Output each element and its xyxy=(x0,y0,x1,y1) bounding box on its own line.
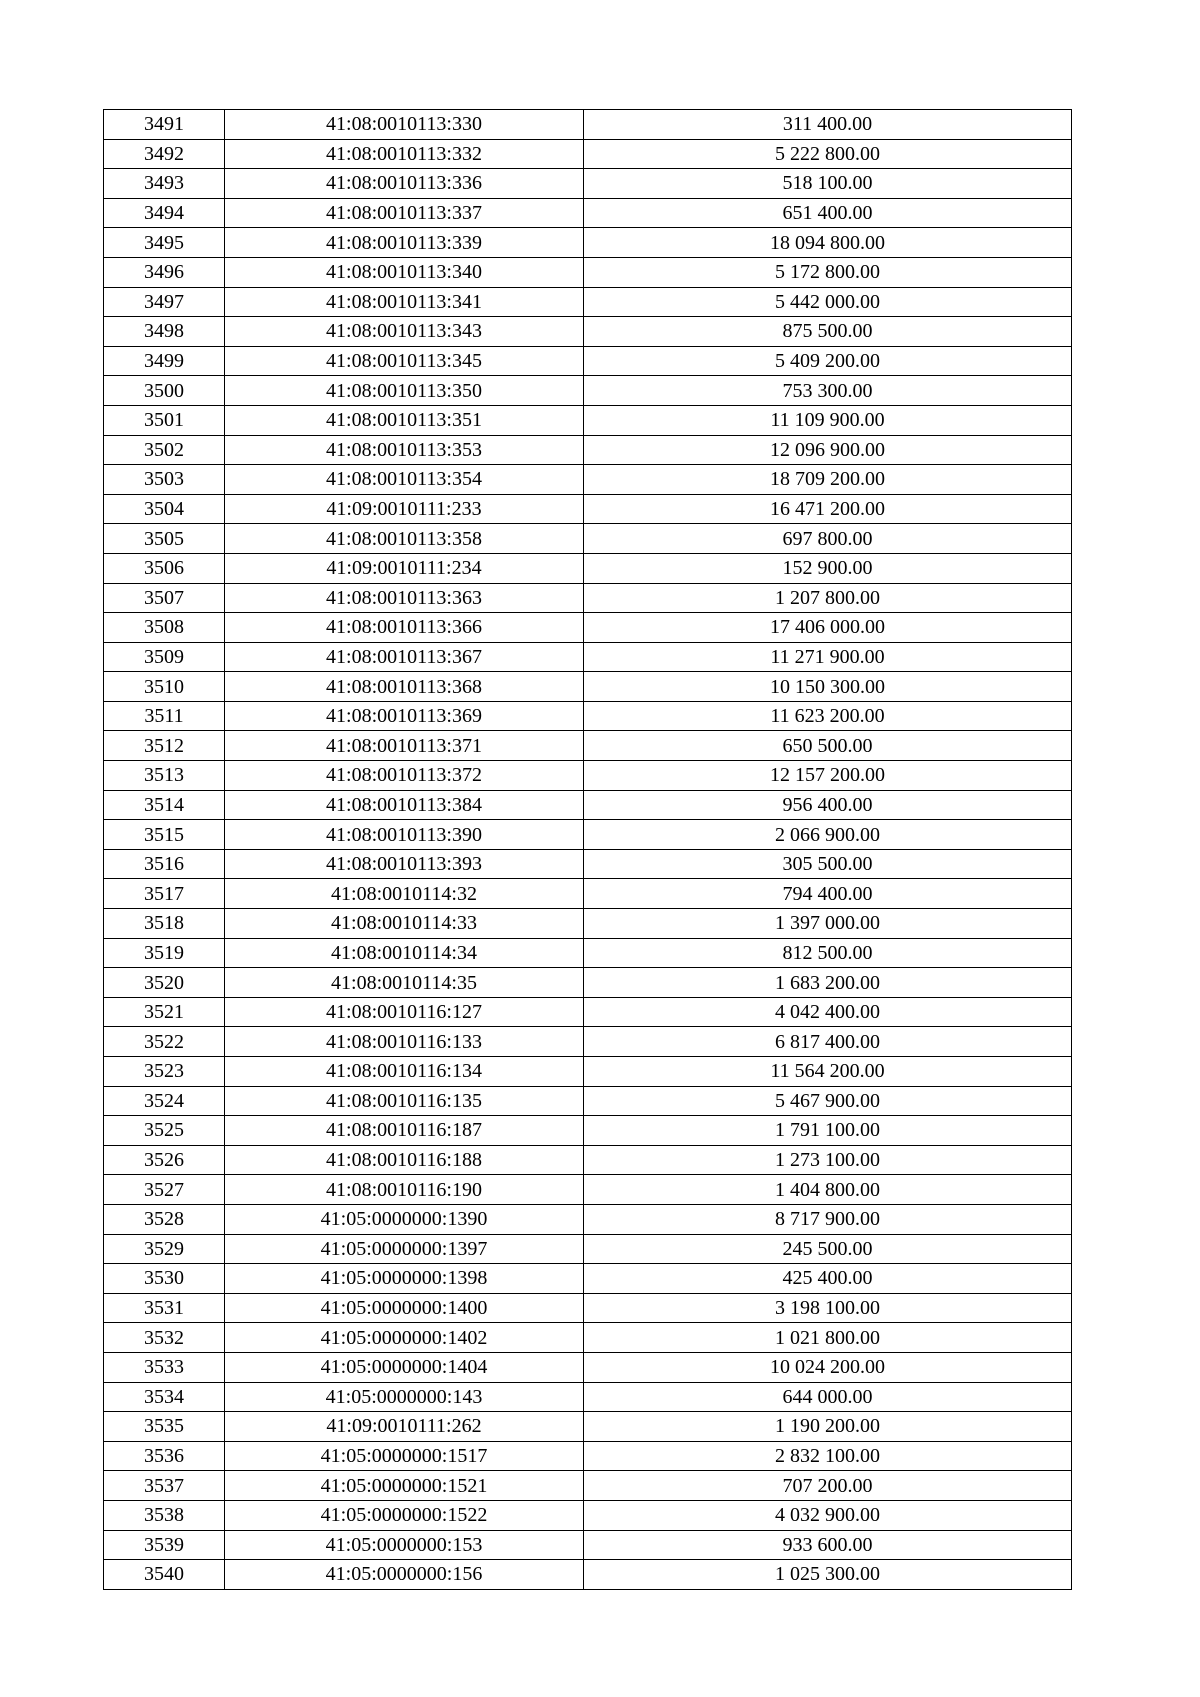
row-number-cell: 3505 xyxy=(104,524,225,554)
cadastral-number-cell: 41:05:0000000:1400 xyxy=(225,1293,584,1323)
table-row xyxy=(104,1057,1072,1087)
table-row xyxy=(104,169,1072,199)
cadastral-number-cell: 41:05:0000000:1402 xyxy=(225,1323,584,1353)
cadastral-number-cell: 41:08:0010116:127 xyxy=(225,997,584,1027)
table-body xyxy=(104,110,1072,1590)
cadastral-number-cell: 41:08:0010113:351 xyxy=(225,405,584,435)
cadastral-number-cell: 41:08:0010116:135 xyxy=(225,1086,584,1116)
cadastral-value-cell: 1 207 800.00 xyxy=(584,583,1072,613)
table-row xyxy=(104,198,1072,228)
cadastral-value-cell: 245 500.00 xyxy=(584,1234,1072,1264)
cadastral-value-cell: 10 024 200.00 xyxy=(584,1352,1072,1382)
row-number-cell: 3502 xyxy=(104,435,225,465)
row-number-cell: 3535 xyxy=(104,1412,225,1442)
cadastral-value-cell: 1 397 000.00 xyxy=(584,909,1072,939)
row-number-cell: 3492 xyxy=(104,139,225,169)
table-row xyxy=(104,1264,1072,1294)
cadastral-number-cell: 41:08:0010116:190 xyxy=(225,1175,584,1205)
cadastral-number-cell: 41:08:0010113:343 xyxy=(225,317,584,347)
cadastral-number-cell: 41:05:0000000:1517 xyxy=(225,1441,584,1471)
row-number-cell: 3516 xyxy=(104,849,225,879)
cadastral-number-cell: 41:05:0000000:1390 xyxy=(225,1204,584,1234)
cadastral-number-cell: 41:08:0010113:330 xyxy=(225,110,584,140)
cadastral-number-cell: 41:08:0010113:368 xyxy=(225,672,584,702)
table-row xyxy=(104,287,1072,317)
cadastral-value-cell: 1 273 100.00 xyxy=(584,1145,1072,1175)
cadastral-number-cell: 41:08:0010113:393 xyxy=(225,849,584,879)
table-row xyxy=(104,553,1072,583)
row-number-cell: 3503 xyxy=(104,465,225,495)
cadastral-number-cell: 41:08:0010113:372 xyxy=(225,761,584,791)
cadastral-number-cell: 41:08:0010113:367 xyxy=(225,642,584,672)
cadastral-value-cell: 4 032 900.00 xyxy=(584,1500,1072,1530)
row-number-cell: 3531 xyxy=(104,1293,225,1323)
row-number-cell: 3513 xyxy=(104,761,225,791)
cadastral-number-cell: 41:08:0010113:350 xyxy=(225,376,584,406)
cadastral-number-cell: 41:08:0010113:337 xyxy=(225,198,584,228)
cadastral-value-cell: 305 500.00 xyxy=(584,849,1072,879)
cadastral-number-cell: 41:05:0000000:153 xyxy=(225,1530,584,1560)
cadastral-number-cell: 41:08:0010113:384 xyxy=(225,790,584,820)
row-number-cell: 3515 xyxy=(104,820,225,850)
table-row xyxy=(104,909,1072,939)
row-number-cell: 3511 xyxy=(104,701,225,731)
table-row xyxy=(104,731,1072,761)
cadastral-value-cell: 10 150 300.00 xyxy=(584,672,1072,702)
cadastral-number-cell: 41:08:0010113:341 xyxy=(225,287,584,317)
row-number-cell: 3534 xyxy=(104,1382,225,1412)
cadastral-number-cell: 41:08:0010113:369 xyxy=(225,701,584,731)
cadastral-number-cell: 41:08:0010113:354 xyxy=(225,465,584,495)
cadastral-number-cell: 41:05:0000000:1521 xyxy=(225,1471,584,1501)
row-number-cell: 3520 xyxy=(104,968,225,998)
table-row xyxy=(104,1027,1072,1057)
cadastral-value-cell: 2 832 100.00 xyxy=(584,1441,1072,1471)
row-number-cell: 3528 xyxy=(104,1204,225,1234)
cadastral-number-cell: 41:08:0010116:188 xyxy=(225,1145,584,1175)
cadastral-value-cell: 8 717 900.00 xyxy=(584,1204,1072,1234)
cadastral-value-cell: 5 222 800.00 xyxy=(584,139,1072,169)
table-row xyxy=(104,1234,1072,1264)
table-row xyxy=(104,1471,1072,1501)
row-number-cell: 3538 xyxy=(104,1500,225,1530)
cadastral-number-cell: 41:09:0010111:234 xyxy=(225,553,584,583)
row-number-cell: 3514 xyxy=(104,790,225,820)
table-row xyxy=(104,346,1072,376)
table-row xyxy=(104,583,1072,613)
row-number-cell: 3507 xyxy=(104,583,225,613)
table-row xyxy=(104,1441,1072,1471)
row-number-cell: 3527 xyxy=(104,1175,225,1205)
cadastral-value-cell: 956 400.00 xyxy=(584,790,1072,820)
cadastral-number-cell: 41:08:0010113:366 xyxy=(225,613,584,643)
cadastral-value-cell: 11 109 900.00 xyxy=(584,405,1072,435)
table-row xyxy=(104,524,1072,554)
cadastral-value-cell: 651 400.00 xyxy=(584,198,1072,228)
cadastral-value-cell: 1 025 300.00 xyxy=(584,1560,1072,1590)
cadastral-value-cell: 518 100.00 xyxy=(584,169,1072,199)
cadastral-number-cell: 41:08:0010113:340 xyxy=(225,257,584,287)
table-row xyxy=(104,1204,1072,1234)
cadastral-value-cell: 4 042 400.00 xyxy=(584,997,1072,1027)
cadastral-value-cell: 1 021 800.00 xyxy=(584,1323,1072,1353)
cadastral-value-cell: 6 817 400.00 xyxy=(584,1027,1072,1057)
table-row xyxy=(104,701,1072,731)
cadastral-value-cell: 707 200.00 xyxy=(584,1471,1072,1501)
row-number-cell: 3517 xyxy=(104,879,225,909)
table-row xyxy=(104,613,1072,643)
cadastral-value-cell: 18 709 200.00 xyxy=(584,465,1072,495)
table-row xyxy=(104,997,1072,1027)
row-number-cell: 3512 xyxy=(104,731,225,761)
row-number-cell: 3540 xyxy=(104,1560,225,1590)
cadastral-value-cell: 650 500.00 xyxy=(584,731,1072,761)
row-number-cell: 3494 xyxy=(104,198,225,228)
table-row xyxy=(104,1293,1072,1323)
table-row xyxy=(104,405,1072,435)
row-number-cell: 3536 xyxy=(104,1441,225,1471)
row-number-cell: 3523 xyxy=(104,1057,225,1087)
cadastral-number-cell: 41:08:0010113:336 xyxy=(225,169,584,199)
cadastral-number-cell: 41:08:0010114:33 xyxy=(225,909,584,939)
table-row xyxy=(104,1412,1072,1442)
row-number-cell: 3497 xyxy=(104,287,225,317)
cadastral-value-cell: 16 471 200.00 xyxy=(584,494,1072,524)
cadastral-value-cell: 5 442 000.00 xyxy=(584,287,1072,317)
cadastral-number-cell: 41:08:0010113:371 xyxy=(225,731,584,761)
cadastral-value-cell: 3 198 100.00 xyxy=(584,1293,1072,1323)
row-number-cell: 3493 xyxy=(104,169,225,199)
table-row xyxy=(104,1530,1072,1560)
row-number-cell: 3519 xyxy=(104,938,225,968)
cadastral-number-cell: 41:08:0010116:134 xyxy=(225,1057,584,1087)
table-row xyxy=(104,1175,1072,1205)
cadastral-number-cell: 41:09:0010111:262 xyxy=(225,1412,584,1442)
cadastral-number-cell: 41:08:0010113:353 xyxy=(225,435,584,465)
row-number-cell: 3498 xyxy=(104,317,225,347)
row-number-cell: 3510 xyxy=(104,672,225,702)
row-number-cell: 3537 xyxy=(104,1471,225,1501)
cadastral-value-cell: 933 600.00 xyxy=(584,1530,1072,1560)
cadastral-number-cell: 41:08:0010113:345 xyxy=(225,346,584,376)
cadastral-value-cell: 12 157 200.00 xyxy=(584,761,1072,791)
table-row xyxy=(104,257,1072,287)
table-row xyxy=(104,228,1072,258)
row-number-cell: 3501 xyxy=(104,405,225,435)
table-row xyxy=(104,938,1072,968)
table-row xyxy=(104,1116,1072,1146)
row-number-cell: 3524 xyxy=(104,1086,225,1116)
table-row xyxy=(104,1352,1072,1382)
cadastral-value-cell: 425 400.00 xyxy=(584,1264,1072,1294)
cadastral-value-cell: 1 683 200.00 xyxy=(584,968,1072,998)
table-row xyxy=(104,672,1072,702)
cadastral-value-cell: 18 094 800.00 xyxy=(584,228,1072,258)
row-number-cell: 3525 xyxy=(104,1116,225,1146)
table-row xyxy=(104,820,1072,850)
table-row xyxy=(104,139,1072,169)
table-row xyxy=(104,110,1072,140)
cadastral-value-cell: 2 066 900.00 xyxy=(584,820,1072,850)
row-number-cell: 3500 xyxy=(104,376,225,406)
cadastral-number-cell: 41:08:0010113:390 xyxy=(225,820,584,850)
row-number-cell: 3504 xyxy=(104,494,225,524)
row-number-cell: 3529 xyxy=(104,1234,225,1264)
cadastral-number-cell: 41:05:0000000:156 xyxy=(225,1560,584,1590)
cadastral-value-cell: 11 271 900.00 xyxy=(584,642,1072,672)
row-number-cell: 3506 xyxy=(104,553,225,583)
cadastral-value-cell: 753 300.00 xyxy=(584,376,1072,406)
row-number-cell: 3491 xyxy=(104,110,225,140)
cadastral-value-cell: 17 406 000.00 xyxy=(584,613,1072,643)
cadastral-number-cell: 41:08:0010114:34 xyxy=(225,938,584,968)
row-number-cell: 3508 xyxy=(104,613,225,643)
row-number-cell: 3495 xyxy=(104,228,225,258)
cadastral-value-cell: 1 190 200.00 xyxy=(584,1412,1072,1442)
cadastral-value-cell: 5 467 900.00 xyxy=(584,1086,1072,1116)
cadastral-value-cell: 697 800.00 xyxy=(584,524,1072,554)
cadastral-value-cell: 5 172 800.00 xyxy=(584,257,1072,287)
row-number-cell: 3499 xyxy=(104,346,225,376)
cadastral-number-cell: 41:09:0010111:233 xyxy=(225,494,584,524)
cadastral-value-cell: 794 400.00 xyxy=(584,879,1072,909)
row-number-cell: 3518 xyxy=(104,909,225,939)
row-number-cell: 3530 xyxy=(104,1264,225,1294)
cadastral-value-table xyxy=(103,109,1072,1590)
cadastral-number-cell: 41:05:0000000:1522 xyxy=(225,1500,584,1530)
row-number-cell: 3532 xyxy=(104,1323,225,1353)
cadastral-number-cell: 41:08:0010113:332 xyxy=(225,139,584,169)
cadastral-value-cell: 152 900.00 xyxy=(584,553,1072,583)
table-row xyxy=(104,376,1072,406)
row-number-cell: 3539 xyxy=(104,1530,225,1560)
row-number-cell: 3533 xyxy=(104,1352,225,1382)
cadastral-value-cell: 11 564 200.00 xyxy=(584,1057,1072,1087)
table-row xyxy=(104,494,1072,524)
table-row xyxy=(104,435,1072,465)
cadastral-number-cell: 41:08:0010116:187 xyxy=(225,1116,584,1146)
cadastral-value-cell: 311 400.00 xyxy=(584,110,1072,140)
cadastral-value-cell: 12 096 900.00 xyxy=(584,435,1072,465)
cadastral-number-cell: 41:05:0000000:1398 xyxy=(225,1264,584,1294)
table-row xyxy=(104,1382,1072,1412)
cadastral-number-cell: 41:08:0010113:363 xyxy=(225,583,584,613)
cadastral-value-cell: 812 500.00 xyxy=(584,938,1072,968)
cadastral-number-cell: 41:08:0010113:339 xyxy=(225,228,584,258)
cadastral-value-cell: 644 000.00 xyxy=(584,1382,1072,1412)
cadastral-number-cell: 41:08:0010114:32 xyxy=(225,879,584,909)
cadastral-number-cell: 41:08:0010116:133 xyxy=(225,1027,584,1057)
cadastral-number-cell: 41:05:0000000:1397 xyxy=(225,1234,584,1264)
cadastral-number-cell: 41:08:0010113:358 xyxy=(225,524,584,554)
cadastral-value-cell: 5 409 200.00 xyxy=(584,346,1072,376)
row-number-cell: 3521 xyxy=(104,997,225,1027)
table-row xyxy=(104,1323,1072,1353)
row-number-cell: 3526 xyxy=(104,1145,225,1175)
cadastral-value-cell: 875 500.00 xyxy=(584,317,1072,347)
table-row xyxy=(104,761,1072,791)
table-row xyxy=(104,642,1072,672)
table-row xyxy=(104,317,1072,347)
cadastral-number-cell: 41:05:0000000:1404 xyxy=(225,1352,584,1382)
table-row xyxy=(104,849,1072,879)
table-row xyxy=(104,1145,1072,1175)
cadastral-number-cell: 41:05:0000000:143 xyxy=(225,1382,584,1412)
cadastral-value-cell: 1 791 100.00 xyxy=(584,1116,1072,1146)
cadastral-number-cell: 41:08:0010114:35 xyxy=(225,968,584,998)
row-number-cell: 3509 xyxy=(104,642,225,672)
cadastral-value-cell: 11 623 200.00 xyxy=(584,701,1072,731)
table-row xyxy=(104,1086,1072,1116)
cadastral-value-cell: 1 404 800.00 xyxy=(584,1175,1072,1205)
table-row xyxy=(104,879,1072,909)
row-number-cell: 3496 xyxy=(104,257,225,287)
table-row xyxy=(104,790,1072,820)
table-row xyxy=(104,968,1072,998)
table-row xyxy=(104,1500,1072,1530)
table-row xyxy=(104,1560,1072,1590)
row-number-cell: 3522 xyxy=(104,1027,225,1057)
table-row xyxy=(104,465,1072,495)
